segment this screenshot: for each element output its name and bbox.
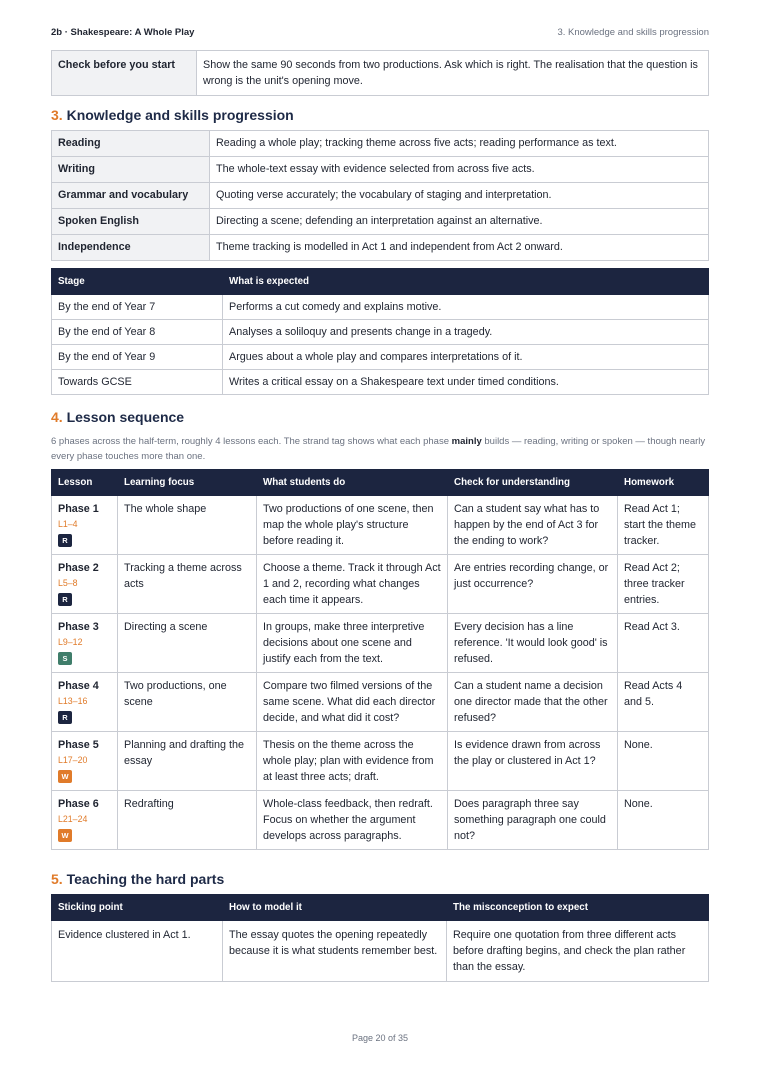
column-header: What students do [257, 470, 448, 496]
table-row [52, 673, 709, 732]
table-row [52, 345, 709, 370]
learning-focus: Directing a scene [118, 614, 257, 673]
check-for-understanding: Does paragraph three say something paragraph one could not? [448, 791, 618, 850]
homework: Read Act 1; start the theme tracker. [618, 496, 709, 555]
lesson-cell [52, 791, 118, 850]
strand-tag: R [58, 593, 72, 606]
table-row [52, 235, 709, 261]
column-header: Learning focus [118, 470, 257, 496]
column-header: Homework [618, 470, 709, 496]
phase-name: Phase 4 [58, 680, 99, 692]
learning-focus: The whole shape [118, 496, 257, 555]
check-text: Show the same 90 seconds from two productions. Ask which is right. The realisation that the question is wrong is the unit's opening move. [197, 51, 709, 96]
stage-name: By the end of Year 8 [52, 320, 223, 345]
student-activity: Whole-class feedback, then redraft. Focus on whether the argument develops across paragraphs. [257, 791, 448, 850]
lesson-cell [52, 673, 118, 732]
check-for-understanding: Can a student name a decision one director made that the other refused? [448, 673, 618, 732]
check-before-start-table [51, 50, 709, 96]
phase-name: Phase 2 [58, 562, 99, 574]
strand-tag: W [58, 770, 72, 783]
student-activity: Thesis on the theme across the whole play; plan with evidence from at least three acts; draft. [257, 732, 448, 791]
student-activity: Compare two filmed versions of the same scene. What did each director decide, and what did it cost? [257, 673, 448, 732]
stage-expectation: Analyses a soliloquy and presents change in a tragedy. [223, 320, 709, 345]
lesson-range: L21–24 [58, 814, 88, 824]
lesson-cell [52, 555, 118, 614]
skill-area: Reading [52, 131, 210, 157]
phase-name: Phase 6 [58, 798, 99, 810]
header-unit-title: 2b · Shakespeare: A Whole Play [51, 27, 195, 38]
column-header: Lesson [52, 470, 118, 496]
student-activity: In groups, make three interpretive decisions about one scene and justify each from the text. [257, 614, 448, 673]
check-for-understanding: Can a student say what has to happen by the end of Act 3 for the ending to work? [448, 496, 618, 555]
student-activity: Choose a theme. Track it through Act 1 and 2, recording what changes each time it appears. [257, 555, 448, 614]
table-row [52, 295, 709, 320]
lesson-range: L1–4 [58, 519, 78, 529]
lesson-range: L17–20 [58, 755, 88, 765]
table-row [52, 370, 709, 395]
skill-area: Grammar and vocabulary [52, 183, 210, 209]
section-title: Teaching the hard parts [66, 871, 225, 887]
section-title: Lesson sequence [66, 409, 185, 425]
misconception: Require one quotation from three different acts before drafting begins, and check the plan rather than the essay. [447, 921, 709, 982]
homework: Read Acts 4 and 5. [618, 673, 709, 732]
column-header: What is expected [223, 269, 709, 295]
column-header: Sticking point [52, 895, 223, 921]
stage-name: By the end of Year 7 [52, 295, 223, 320]
phase-name: Phase 3 [58, 621, 99, 633]
table-row [52, 496, 709, 555]
stage-expectations-table [51, 268, 709, 395]
strand-tag: W [58, 829, 72, 842]
table-row [52, 791, 709, 850]
intro-text: builds — reading, writing or spoken — though nearly every phase touches more than one. [51, 436, 706, 462]
table-row [52, 209, 709, 235]
table-header-row [52, 269, 709, 295]
stage-expectation: Argues about a whole play and compares interpretations of it. [223, 345, 709, 370]
lesson-range: L13–16 [58, 696, 88, 706]
stage-name: By the end of Year 9 [52, 345, 223, 370]
section-heading-5 [51, 871, 224, 887]
hard-parts-table [51, 894, 709, 982]
learning-focus: Redrafting [118, 791, 257, 850]
header-section-title: 3. Knowledge and skills progression [557, 27, 709, 38]
section-heading-3 [51, 107, 294, 123]
table-row [52, 131, 709, 157]
check-for-understanding: Every decision has a line reference. 'It would look good' is refused. [448, 614, 618, 673]
how-to-model: The essay quotes the opening repeatedly because it is what students remember best. [223, 921, 447, 982]
running-header [51, 27, 709, 43]
section-heading-4 [51, 409, 184, 425]
student-activity: Two productions of one scene, then map the whole play's structure before reading it. [257, 496, 448, 555]
lesson-cell [52, 732, 118, 791]
skill-area: Spoken English [52, 209, 210, 235]
stage-expectation: Performs a cut comedy and explains motive. [223, 295, 709, 320]
learning-focus: Planning and drafting the essay [118, 732, 257, 791]
section-number: 3. [51, 107, 63, 123]
intro-text: 6 phases across the half-term, roughly 4 lessons each. The strand tag shows what each phase [51, 436, 452, 447]
skill-description: Theme tracking is modelled in Act 1 and independent from Act 2 onward. [210, 235, 709, 261]
homework: None. [618, 791, 709, 850]
skill-area: Independence [52, 235, 210, 261]
homework: Read Act 3. [618, 614, 709, 673]
intro-emphasis: mainly [451, 436, 482, 447]
skill-description: Directing a scene; defending an interpretation against an alternative. [210, 209, 709, 235]
table-row [52, 921, 709, 982]
check-label: Check before you start [52, 51, 197, 96]
strand-tag: R [58, 534, 72, 547]
skill-description: Reading a whole play; tracking theme across five acts; reading performance as text. [210, 131, 709, 157]
table-row [52, 732, 709, 791]
skills-table [51, 130, 709, 261]
stage-name: Towards GCSE [52, 370, 223, 395]
strand-tag: S [58, 652, 72, 665]
column-header: Stage [52, 269, 223, 295]
table-header-row [52, 470, 709, 496]
lesson-sequence-intro [51, 434, 711, 464]
check-for-understanding: Is evidence drawn from across the play or clustered in Act 1? [448, 732, 618, 791]
table-row [52, 320, 709, 345]
column-header: How to model it [223, 895, 447, 921]
homework: None. [618, 732, 709, 791]
table-header-row [52, 895, 709, 921]
learning-focus: Two productions, one scene [118, 673, 257, 732]
skill-description: The whole-text essay with evidence selected from across five acts. [210, 157, 709, 183]
check-for-understanding: Are entries recording change, or just occurrence? [448, 555, 618, 614]
table-row [52, 555, 709, 614]
phase-name: Phase 5 [58, 739, 99, 751]
strand-tag: R [58, 711, 72, 724]
lesson-cell [52, 614, 118, 673]
table-row [52, 51, 709, 96]
section-title: Knowledge and skills progression [66, 107, 294, 123]
table-row [52, 614, 709, 673]
section-number: 5. [51, 871, 63, 887]
phase-name: Phase 1 [58, 503, 99, 515]
lesson-cell [52, 496, 118, 555]
page-number: Page 20 of 35 [351, 1033, 409, 1043]
skill-description: Quoting verse accurately; the vocabulary of staging and interpretation. [210, 183, 709, 209]
section-number: 4. [51, 409, 63, 425]
skill-area: Writing [52, 157, 210, 183]
sticking-point: Evidence clustered in Act 1. [52, 921, 223, 982]
column-header: Check for understanding [448, 470, 618, 496]
homework: Read Act 2; three tracker entries. [618, 555, 709, 614]
lesson-range: L9–12 [58, 637, 83, 647]
table-row [52, 157, 709, 183]
lesson-sequence-table [51, 469, 709, 850]
learning-focus: Tracking a theme across acts [118, 555, 257, 614]
column-header: The misconception to expect [447, 895, 709, 921]
table-row [52, 183, 709, 209]
lesson-range: L5–8 [58, 578, 78, 588]
stage-expectation: Writes a critical essay on a Shakespeare text under timed conditions. [223, 370, 709, 395]
